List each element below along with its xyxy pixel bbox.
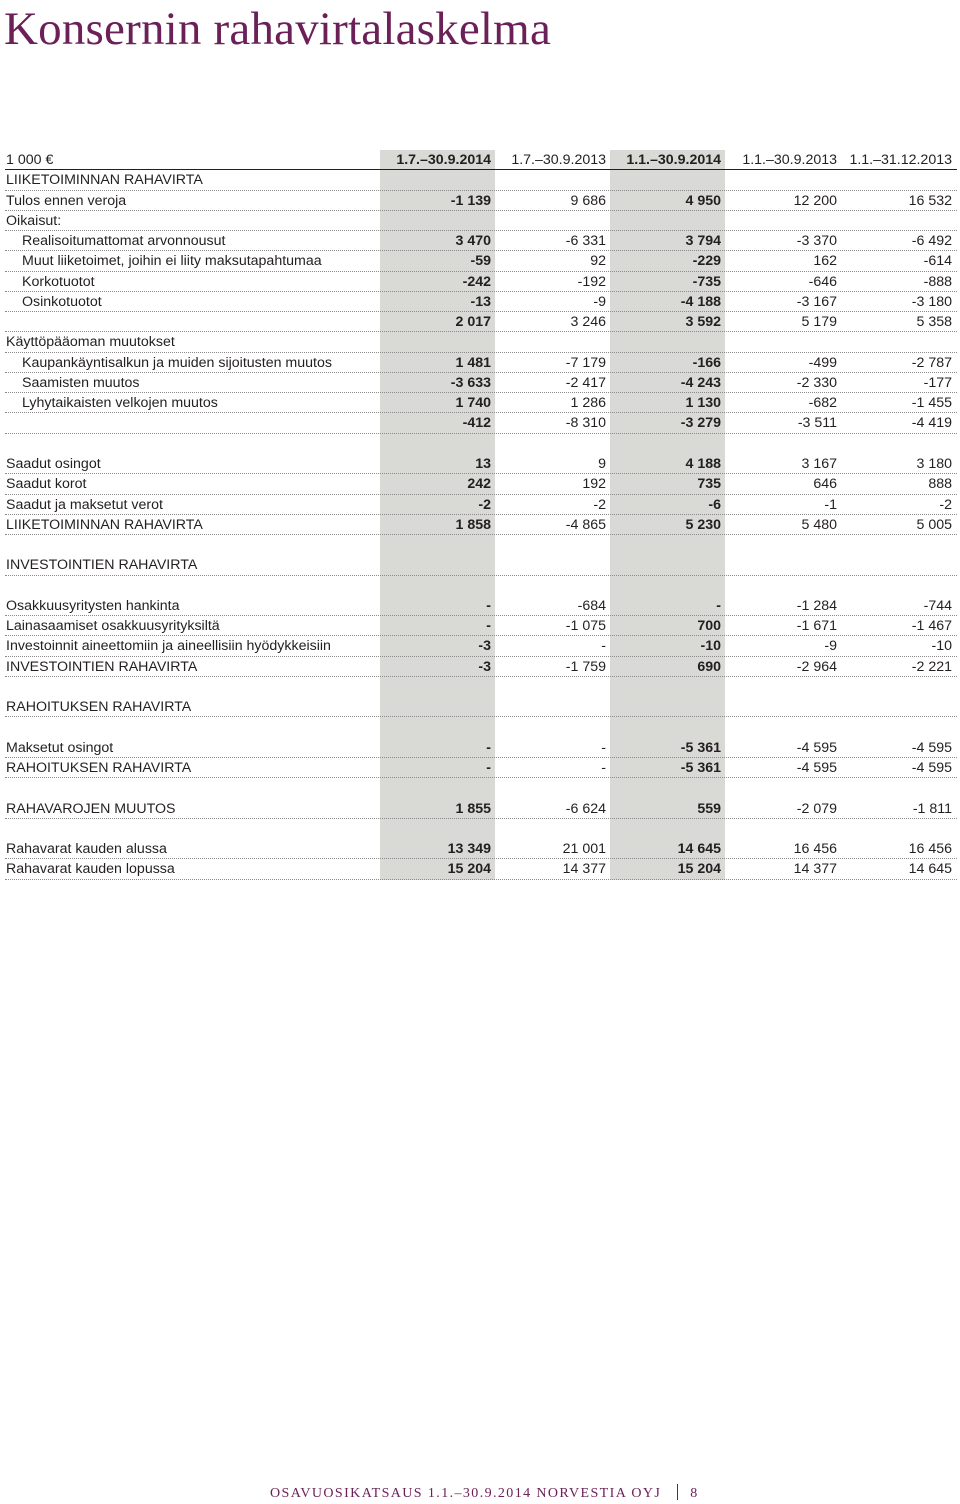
- table-row: [5, 555, 957, 575]
- table-row: [5, 616, 957, 636]
- table-cell: -3 370: [796, 233, 837, 250]
- table-cell: -2 787: [911, 354, 952, 371]
- table-cell: -: [601, 638, 606, 655]
- table-row: [5, 272, 957, 292]
- table-cell: -8 310: [565, 415, 606, 432]
- table-cell: -1 671: [796, 618, 837, 635]
- table-cell: 1 130: [685, 395, 721, 412]
- table-cell: -7 179: [565, 354, 606, 371]
- table-cell: 15 204: [677, 861, 721, 878]
- table-cell: 888: [928, 476, 952, 493]
- table-cell: -6 492: [911, 233, 952, 250]
- row-label: RAHOITUKSEN RAHAVIRTA: [6, 699, 192, 716]
- table-cell: -1 139: [450, 192, 491, 209]
- table-cell: 9: [598, 455, 606, 472]
- table-cell: 1 855: [455, 800, 491, 817]
- table-cell: 5 230: [685, 516, 721, 533]
- table-cell: -166: [692, 354, 721, 371]
- table-cell: 4 188: [685, 455, 721, 472]
- table-cell: -: [716, 597, 721, 614]
- table-cell: 14 377: [562, 861, 606, 878]
- table-cell: 1 481: [455, 354, 491, 371]
- table-cell: -: [486, 759, 491, 776]
- table-cell: 1 286: [570, 395, 606, 412]
- table-row: [5, 596, 957, 616]
- column-header-q3-2013: 1.7.–30.9.2013: [511, 152, 606, 168]
- table-cell: 559: [697, 800, 721, 817]
- table-cell: -3 633: [450, 374, 491, 391]
- table-cell: 16 456: [793, 841, 837, 858]
- table-cell: -3 167: [796, 293, 837, 310]
- table-row: [5, 657, 957, 677]
- table-cell: -5 361: [680, 759, 721, 776]
- row-label: Osakkuusyritysten hankinta: [6, 597, 180, 614]
- table-cell: -744: [923, 597, 952, 614]
- table-cell: 21 001: [562, 841, 606, 858]
- table-cell: 2 017: [455, 314, 491, 331]
- table-cell: -6 624: [565, 800, 606, 817]
- table-cell: 14 645: [677, 841, 721, 858]
- table-cell: 16 456: [908, 841, 952, 858]
- footer-text: OSAVUOSIKATSAUS 1.1.–30.9.2014 NORVESTIA OYJ: [270, 1486, 662, 1501]
- cash-flow-table: [5, 150, 957, 880]
- page-number: 8: [690, 1486, 699, 1501]
- row-label: Osinkotuotot: [22, 293, 102, 310]
- page-title: Konsernin rahavirtalaskelma: [4, 3, 552, 55]
- row-label: Lyhytaikaisten velkojen muutos: [22, 395, 218, 412]
- table-cell: -1 075: [565, 618, 606, 635]
- table-spacer-row: [5, 576, 957, 596]
- table-row: [5, 758, 957, 778]
- table-row: [5, 170, 957, 190]
- row-label: LIIKETOIMINNAN RAHAVIRTA: [6, 172, 203, 189]
- table-cell: 5 358: [916, 314, 952, 331]
- table-cell: -1: [824, 496, 837, 513]
- table-spacer-row: [5, 819, 957, 839]
- table-cell: 15 204: [447, 861, 491, 878]
- table-row: [5, 738, 957, 758]
- table-cell: -6 331: [565, 233, 606, 250]
- table-cell: -2 964: [796, 658, 837, 675]
- table-row: [5, 697, 957, 717]
- table-cell: 735: [697, 476, 721, 493]
- table-header-row: [5, 150, 957, 170]
- table-cell: 3 794: [685, 233, 721, 250]
- table-spacer-row: [5, 535, 957, 555]
- table-cell: -735: [692, 273, 721, 290]
- column-header-fy-2013: 1.1.–31.12.2013: [849, 152, 952, 168]
- table-cell: -4 865: [565, 516, 606, 533]
- table-cell: -1 811: [912, 800, 952, 817]
- table-cell: -10: [931, 638, 952, 655]
- table-row: [5, 839, 957, 859]
- table-row: [5, 292, 957, 312]
- table-cell: -646: [808, 273, 837, 290]
- table-cell: -1 467: [911, 618, 952, 635]
- table-cell: -3: [478, 638, 491, 655]
- table-cell: -4 595: [911, 739, 952, 756]
- row-label: Saadut ja maksetut verot: [6, 496, 163, 513]
- table-spacer-row: [5, 677, 957, 697]
- table-cell: 690: [697, 658, 721, 675]
- table-cell: -9: [593, 293, 606, 310]
- row-label: Investoinnit aineettomiin ja aineellisiin hyödykkeisiin: [6, 638, 331, 655]
- table-cell: 14 645: [908, 861, 952, 878]
- table-spacer-row: [5, 717, 957, 737]
- table-cell: -59: [470, 253, 491, 270]
- table-cell: -10: [700, 638, 721, 655]
- table-cell: 5 480: [801, 516, 837, 533]
- table-body: [5, 170, 957, 879]
- table-cell: -682: [808, 395, 837, 412]
- row-label: INVESTOINTIEN RAHAVIRTA: [6, 557, 198, 574]
- table-cell: -: [486, 739, 491, 756]
- table-cell: 700: [697, 618, 721, 635]
- table-row: [5, 474, 957, 494]
- table-cell: -: [486, 597, 491, 614]
- table-row: [5, 211, 957, 231]
- table-cell: -3: [478, 658, 491, 675]
- table-row: [5, 413, 957, 433]
- table-cell: 3 470: [455, 233, 491, 250]
- table-cell: -412: [462, 415, 491, 432]
- table-cell: -4 188: [680, 293, 721, 310]
- table-row: [5, 251, 957, 271]
- table-cell: 3 167: [801, 455, 837, 472]
- table-cell: -: [601, 759, 606, 776]
- table-cell: 9 686: [570, 192, 606, 209]
- table-cell: -3 511: [797, 415, 837, 432]
- row-label: LIIKETOIMINNAN RAHAVIRTA: [6, 516, 203, 533]
- row-label: Realisoitumattomat arvonnousut: [22, 233, 226, 250]
- table-row: [5, 332, 957, 352]
- table-cell: 92: [590, 253, 606, 270]
- table-cell: 646: [813, 476, 837, 493]
- row-label: Muut liiketoimet, joihin ei liity maksutapahtumaa: [22, 253, 322, 270]
- row-label: RAHAVAROJEN MUUTOS: [6, 800, 176, 817]
- row-label: Oikaisut:: [6, 212, 62, 229]
- table-row: [5, 191, 957, 211]
- table-spacer-row: [5, 434, 957, 454]
- table-spacer-row: [5, 778, 957, 798]
- table-cell: 16 532: [908, 192, 952, 209]
- table-cell: 13: [475, 455, 491, 472]
- row-label: Lainasaamiset osakkuusyrityksiltä: [6, 618, 220, 635]
- table-cell: -9: [824, 638, 837, 655]
- table-cell: -4 595: [911, 759, 952, 776]
- table-cell: -614: [923, 253, 952, 270]
- table-row: [5, 495, 957, 515]
- table-cell: -4 419: [911, 415, 952, 432]
- row-label: Rahavarat kauden alussa: [6, 841, 167, 858]
- column-header-ytd-2013: 1.1.–30.9.2013: [742, 152, 837, 168]
- footer-divider: [677, 1484, 678, 1500]
- table-cell: -2 330: [796, 374, 837, 391]
- table-cell: -: [486, 618, 491, 635]
- row-label: Saadut osingot: [6, 455, 101, 472]
- table-cell: 1 858: [455, 516, 491, 533]
- table-cell: -499: [808, 354, 837, 371]
- table-row: [5, 353, 957, 373]
- table-cell: -1 455: [911, 395, 952, 412]
- table-cell: -4 243: [680, 374, 721, 391]
- table-cell: 4 950: [685, 192, 721, 209]
- table-row: [5, 231, 957, 251]
- table-cell: -2 079: [796, 800, 837, 817]
- table-row: [5, 393, 957, 413]
- table-cell: -242: [462, 273, 491, 290]
- table-row: [5, 454, 957, 474]
- table-cell: -2 417: [565, 374, 606, 391]
- row-label: Rahavarat kauden lopussa: [6, 861, 175, 878]
- table-cell: 192: [582, 476, 606, 493]
- row-label: Saamisten muutos: [22, 374, 140, 391]
- table-cell: -888: [923, 273, 952, 290]
- unit-label: 1 000 €: [6, 152, 54, 168]
- page-footer: [270, 1484, 960, 1502]
- column-header-ytd-2014: 1.1.–30.9.2014: [626, 152, 721, 168]
- table-cell: -2: [478, 496, 491, 513]
- column-header-q3-2014: 1.7.–30.9.2014: [396, 152, 491, 168]
- table-cell: 5 179: [801, 314, 837, 331]
- table-cell: -1 759: [565, 658, 606, 675]
- table-cell: -2: [939, 496, 952, 513]
- table-cell: -684: [577, 597, 606, 614]
- table-cell: 3 246: [570, 314, 606, 331]
- table-cell: -3 279: [680, 415, 721, 432]
- table-row: [5, 859, 957, 879]
- table-row: [5, 636, 957, 656]
- table-cell: 162: [813, 253, 837, 270]
- table-cell: -192: [577, 273, 606, 290]
- table-cell: -4 595: [796, 739, 837, 756]
- row-label: Saadut korot: [6, 476, 87, 493]
- table-cell: 242: [467, 476, 491, 493]
- table-cell: -2: [593, 496, 606, 513]
- table-cell: -4 595: [796, 759, 837, 776]
- table-cell: -1 284: [796, 597, 837, 614]
- table-row: [5, 312, 957, 332]
- table-row: [5, 373, 957, 393]
- table-cell: -6: [708, 496, 721, 513]
- table-row: [5, 515, 957, 535]
- table-cell: 14 377: [793, 861, 837, 878]
- table-cell: -3 180: [911, 293, 952, 310]
- table-cell: 5 005: [916, 516, 952, 533]
- table-cell: -229: [692, 253, 721, 270]
- table-row: [5, 799, 957, 819]
- table-cell: -5 361: [680, 739, 721, 756]
- table-cell: -: [601, 739, 606, 756]
- row-label: Kaupankäyntisalkun ja muiden sijoitusten muutos: [22, 354, 332, 371]
- row-label: Tulos ennen veroja: [6, 192, 127, 209]
- row-label: RAHOITUKSEN RAHAVIRTA: [6, 759, 192, 776]
- table-cell: 13 349: [447, 841, 491, 858]
- row-label: Käyttöpääoman muutokset: [6, 334, 175, 351]
- table-cell: 3 592: [685, 314, 721, 331]
- table-cell: -177: [923, 374, 952, 391]
- table-cell: 12 200: [793, 192, 837, 209]
- table-cell: -13: [470, 293, 491, 310]
- table-cell: 1 740: [455, 395, 491, 412]
- row-label: Korkotuotot: [22, 273, 95, 290]
- table-cell: -2 221: [911, 658, 952, 675]
- table-cell: 3 180: [916, 455, 952, 472]
- row-label: Maksetut osingot: [6, 739, 114, 756]
- row-label: INVESTOINTIEN RAHAVIRTA: [6, 658, 198, 675]
